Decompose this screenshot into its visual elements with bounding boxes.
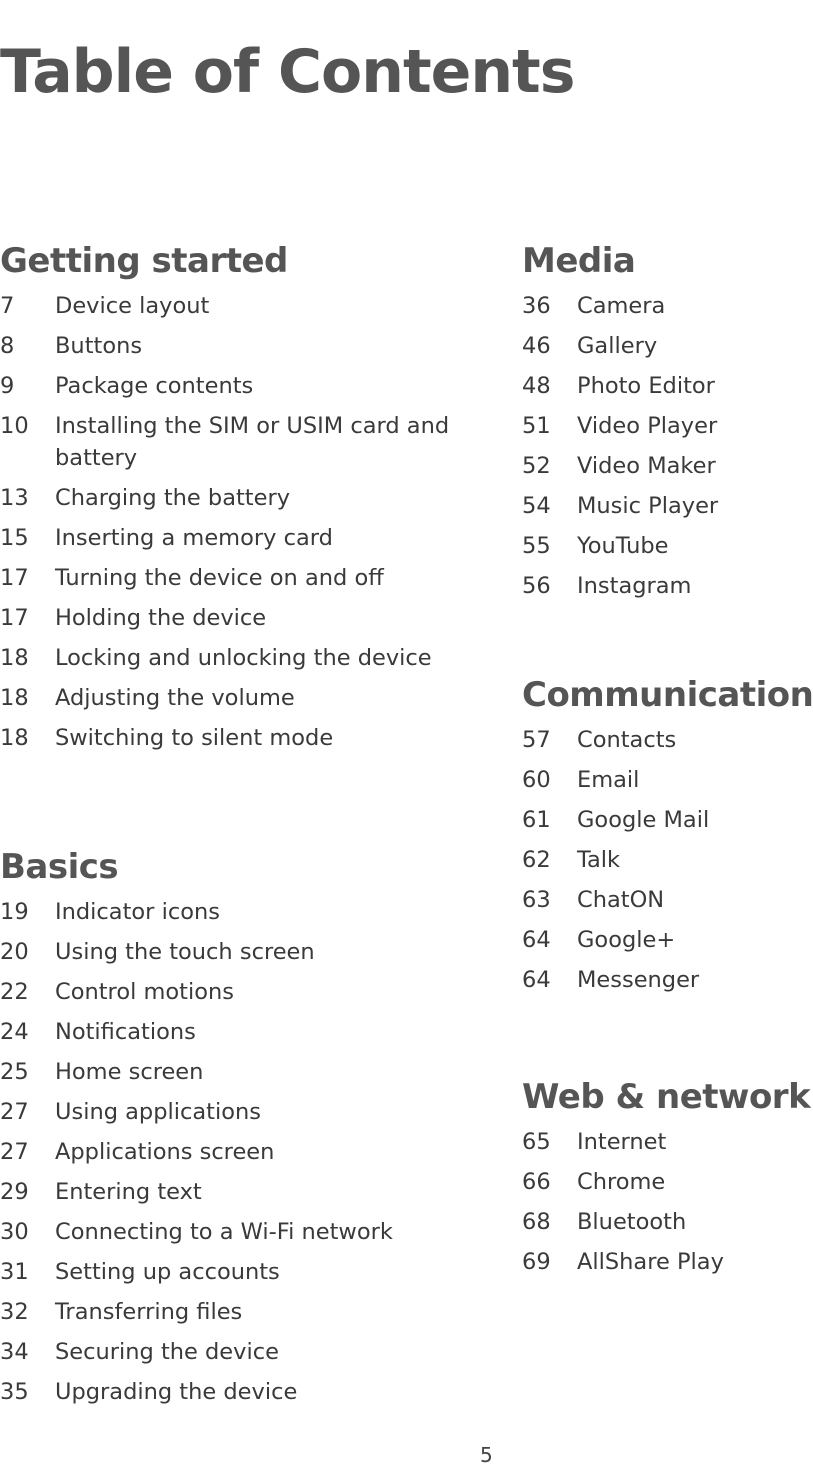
toc-entry-page-number: 20	[0, 939, 29, 965]
toc-entry[interactable]	[522, 960, 784, 1000]
section-heading: Getting started	[0, 241, 288, 281]
toc-entry-page-number: 35	[0, 1379, 29, 1405]
toc-entry-page-number: 7	[0, 293, 15, 319]
section-communication	[522, 670, 813, 1000]
toc-entry-page-number: 18	[0, 645, 29, 671]
toc-entry[interactable]	[522, 526, 784, 566]
section-getting-started	[0, 236, 470, 758]
toc-entry-page-number: 36	[522, 293, 551, 319]
toc-entry[interactable]	[522, 486, 784, 526]
toc-entry-page-number: 48	[522, 373, 551, 399]
toc-entry-title: Control motions	[55, 979, 234, 1005]
toc-entry-page-number: 22	[0, 979, 29, 1005]
toc-entry[interactable]	[0, 366, 470, 406]
toc-entry[interactable]	[0, 932, 470, 972]
toc-entry[interactable]	[0, 1132, 470, 1172]
toc-entry[interactable]	[522, 366, 784, 406]
toc-entry-title: Video Maker	[577, 453, 716, 479]
toc-entry-title: Installing the SIM or USIM card and battery	[55, 413, 450, 471]
toc-entry[interactable]	[522, 446, 784, 486]
toc-entry[interactable]	[522, 406, 784, 446]
section-media	[522, 236, 784, 606]
toc-entry[interactable]	[0, 1292, 470, 1332]
toc-entry-title: Locking and unlocking the device	[55, 645, 432, 671]
toc-entry-title: Securing the device	[55, 1339, 279, 1365]
section-heading: Communication	[522, 675, 813, 715]
toc-entry[interactable]	[0, 972, 470, 1012]
toc-entry-page-number: 46	[522, 333, 551, 359]
toc-entry[interactable]	[0, 1252, 470, 1292]
toc-entry[interactable]	[522, 720, 784, 760]
toc-entry-page-number: 15	[0, 525, 29, 551]
toc-entry[interactable]	[522, 1242, 784, 1282]
toc-entry-page-number: 30	[0, 1219, 29, 1245]
toc-entry-page-number: 64	[522, 967, 551, 993]
toc-entry-page-number: 24	[0, 1019, 29, 1045]
toc-entry[interactable]	[0, 478, 470, 518]
toc-entry-title: ChatON	[577, 887, 665, 913]
toc-entry-page-number: 18	[0, 685, 29, 711]
toc-entry[interactable]	[0, 518, 470, 558]
toc-entry[interactable]	[0, 1052, 470, 1092]
toc-entry-page-number: 55	[522, 533, 551, 559]
page-number: 5	[480, 1443, 493, 1467]
toc-entry[interactable]	[0, 1172, 470, 1212]
section-basics	[0, 842, 470, 1412]
toc-entry[interactable]	[0, 286, 470, 326]
entry-list	[522, 1122, 784, 1282]
toc-entry-title: Using applications	[55, 1099, 261, 1125]
toc-entry-title: Talk	[577, 847, 621, 873]
toc-entry-title: Connecting to a Wi-Fi network	[55, 1219, 393, 1245]
toc-entry-title: Charging the battery	[55, 485, 291, 511]
toc-entry-title: Applications screen	[55, 1139, 275, 1165]
section-heading: Basics	[0, 847, 119, 887]
toc-entry-page-number: 69	[522, 1249, 551, 1275]
toc-entry-title: Video Player	[577, 413, 718, 439]
toc-entry-title: Bluetooth	[577, 1209, 687, 1235]
toc-entry-page-number: 57	[522, 727, 551, 753]
entry-list	[522, 286, 784, 606]
toc-entry-title: Device layout	[55, 293, 210, 319]
toc-entry-title: Instagram	[577, 573, 692, 599]
toc-entry[interactable]	[522, 840, 784, 880]
toc-entry[interactable]	[522, 880, 784, 920]
toc-entry-page-number: 34	[0, 1339, 29, 1365]
toc-entry-title: Inserting a memory card	[55, 525, 333, 551]
toc-entry-title: Indicator icons	[55, 899, 220, 925]
toc-entry-title: Contacts	[577, 727, 677, 753]
section-heading: Media	[522, 241, 636, 281]
toc-entry-title: Adjusting the volume	[55, 685, 295, 711]
toc-entry-page-number: 18	[0, 725, 29, 751]
entry-list	[0, 892, 470, 1412]
toc-entry-page-number: 10	[0, 413, 29, 439]
toc-entry-page-number: 60	[522, 767, 551, 793]
toc-entry[interactable]	[522, 1162, 784, 1202]
toc-column-right	[522, 236, 813, 1282]
toc-entry[interactable]	[0, 558, 470, 598]
toc-entry-page-number: 25	[0, 1059, 29, 1085]
toc-entry-page-number: 19	[0, 899, 29, 925]
toc-entry-page-number: 17	[0, 605, 29, 631]
toc-entry[interactable]	[522, 566, 784, 606]
toc-entry-page-number: 27	[0, 1099, 29, 1125]
toc-entry[interactable]	[522, 286, 784, 326]
toc-entry-page-number: 54	[522, 493, 551, 519]
toc-entry-title: Upgrading the device	[55, 1379, 298, 1405]
toc-entry-title: Camera	[577, 293, 666, 319]
toc-entry-page-number: 9	[0, 373, 15, 399]
toc-entry-title: Using the touch screen	[55, 939, 315, 965]
toc-entry-page-number: 68	[522, 1209, 551, 1235]
toc-entry[interactable]	[0, 892, 470, 932]
toc-entry[interactable]	[0, 718, 470, 758]
toc-entry-page-number: 31	[0, 1259, 29, 1285]
toc-entry[interactable]	[0, 1332, 470, 1372]
toc-column-left	[0, 236, 470, 1412]
toc-entry[interactable]	[522, 1202, 784, 1242]
toc-entry-title: Buttons	[55, 333, 143, 359]
toc-entry-page-number: 66	[522, 1169, 551, 1195]
toc-entry-page-number: 52	[522, 453, 551, 479]
toc-entry-title: Google+	[577, 927, 676, 953]
toc-entry-title: Setting up accounts	[55, 1259, 280, 1285]
toc-entry-title: Package contents	[55, 373, 254, 399]
toc-entry[interactable]	[0, 678, 470, 718]
toc-entry-title: Gallery	[577, 333, 658, 359]
toc-entry-page-number: 61	[522, 807, 551, 833]
toc-entry-title: Photo Editor	[577, 373, 715, 399]
toc-entry-title: Messenger	[577, 967, 700, 993]
toc-entry-title: Chrome	[577, 1169, 666, 1195]
toc-entry-page-number: 65	[522, 1129, 551, 1155]
toc-entry-page-number: 13	[0, 485, 29, 511]
toc-entry-page-number: 62	[522, 847, 551, 873]
toc-entry[interactable]	[0, 1372, 470, 1412]
toc-entry-page-number: 56	[522, 573, 551, 599]
toc-entry[interactable]	[0, 326, 470, 366]
entry-list	[522, 720, 784, 1000]
toc-entry-title: Holding the device	[55, 605, 267, 631]
toc-entry-title: Turning the device on and off	[55, 565, 384, 591]
toc-entry-page-number: 8	[0, 333, 15, 359]
toc-entry[interactable]	[522, 800, 784, 840]
toc-entry[interactable]	[522, 326, 784, 366]
toc-entry[interactable]	[0, 598, 470, 638]
toc-entry-title: AllShare Play	[577, 1249, 724, 1275]
section-web-network	[522, 1072, 811, 1282]
section-heading: Web & network	[522, 1077, 811, 1117]
toc-entry-title: Entering text	[55, 1179, 202, 1205]
toc-entry-title: Notifications	[55, 1019, 196, 1045]
entry-list	[0, 286, 470, 758]
toc-entry-page-number: 63	[522, 887, 551, 913]
toc-entry[interactable]	[522, 1122, 784, 1162]
toc-entry-page-number: 17	[0, 565, 29, 591]
toc-entry[interactable]	[0, 1092, 470, 1132]
toc-entry-title: Home screen	[55, 1059, 204, 1085]
toc-entry-page-number: 27	[0, 1139, 29, 1165]
toc-entry-title: Email	[577, 767, 640, 793]
toc-entry-page-number: 32	[0, 1299, 29, 1325]
toc-entry-title: Music Player	[577, 493, 719, 519]
toc-entry[interactable]	[0, 1212, 470, 1252]
toc-entry-title: Google Mail	[577, 807, 710, 833]
toc-entry-title: Switching to silent mode	[55, 725, 334, 751]
toc-entry-title: YouTube	[577, 533, 669, 559]
toc-entry-page-number: 29	[0, 1179, 29, 1205]
toc-entry[interactable]	[0, 406, 470, 478]
toc-entry-title: Internet	[577, 1129, 667, 1155]
toc-entry[interactable]	[0, 1012, 470, 1052]
toc-entry-title: Transferring files	[55, 1299, 243, 1325]
toc-entry-page-number: 51	[522, 413, 551, 439]
toc-entry[interactable]	[522, 760, 784, 800]
page-title: Table of Contents	[0, 37, 575, 108]
toc-entry[interactable]	[522, 920, 784, 960]
toc-entry[interactable]	[0, 638, 470, 678]
toc-entry-page-number: 64	[522, 927, 551, 953]
